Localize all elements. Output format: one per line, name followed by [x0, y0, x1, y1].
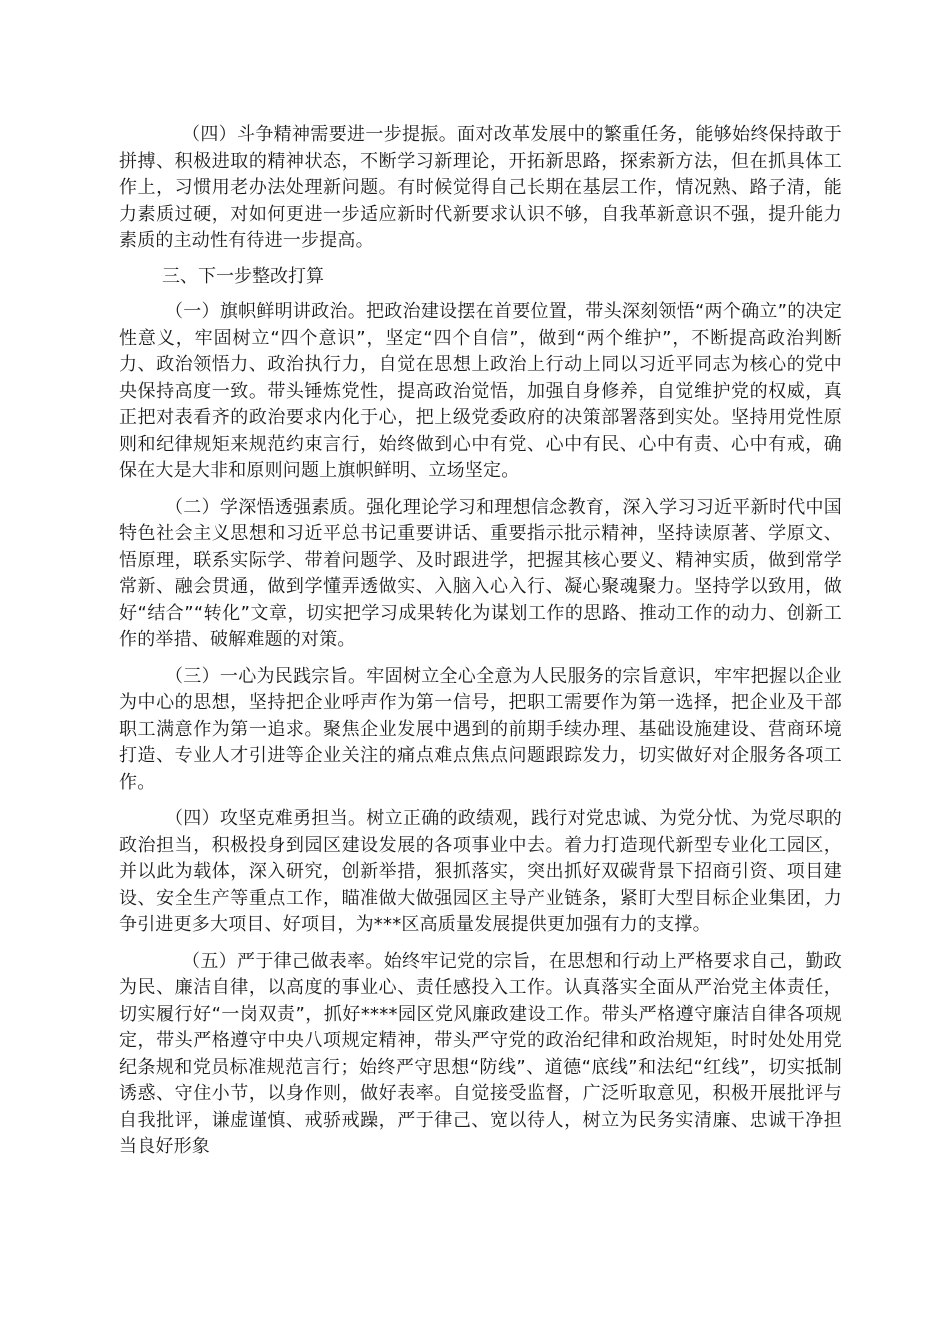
- spacer: [119, 290, 842, 299]
- spacer: [119, 255, 842, 264]
- paragraph-measure-responsibility: （四）攻坚克难勇担当。树立正确的政绩观，践行对党忠诚、为党分忧、为党尽职的政治担当，积极投身到园区建设发展的各项事业中去。着力打造现代新型专业化工园区，并以此为载体，深入研究，创新举措，狠抓落实，突出抓好双碳背景下招商引资、项目建设、安全生产等重点工作，瞄准做大做强园区主导产业链条，紧盯大型目标企业集团，力争引进更多大项目、好项目，为***区高质量发展提供更加强有力的支撑。: [119, 808, 842, 935]
- spacer: [119, 939, 842, 949]
- paragraph-measure-serve-people: （三）一心为民践宗旨。牢固树立全心全意为人民服务的宗旨意识，牢牢把握以企业为中心的思想，坚持把企业呼声作为第一信号，把职工需要作为第一选择，把企业及干部职工满意作为第一追求。聚焦企业发展中遇到的前期手续办理、基础设施建设、营商环境打造、专业人才引进等企业关注的痛点难点焦点问题跟踪发力，切实做好对企服务各项工作。: [119, 665, 842, 793]
- paragraph-struggle-spirit: （四）斗争精神需要进一步提振。面对改革发展中的繁重任务，能够始终保持敢于拼搏、积极进取的精神状态，不断学习新理论，开拓新思路，探索新方法，但在抓具体工作上，习惯用老办法处理新问题。有时候觉得自己长期在基层工作，情况熟、路子清，能力素质过硬，对如何更进一步适应新时代新要求认识不够，自我革新意识不强，提升能力素质的主动性有待进一步提高。: [119, 124, 842, 251]
- paragraph-measure-self-discipline: （五）严于律己做表率。始终牢记党的宗旨，在思想和行动上严格要求自己，勤政为民、廉洁自律，以高度的事业心、责任感投入工作。认真落实全面从严治党主体责任，切实履行好“一岗双责”，抓好****园区党风廉政建设工作。带头严格遵守廉洁自律各项规定，带头严格遵守中央八项规定精神，带头严守党的政治纪律和政治规矩，时时处处用党纪条规和党员标准规范言行；始终严守思想“防线”、道德“底线”和法纪“红线”，切实抵制诱惑、守住小节，以身作则，做好表率。自觉接受监督，广泛听取意见，积极开展批评与自我批评，谦虚谨慎、戒骄戒躁，严于律己、宽以待人，树立为民务实清廉、忠诚干净担当良好形象: [119, 950, 842, 1157]
- spacer: [119, 796, 842, 806]
- section-heading-rectification-plan: 三、下一步整改打算: [162, 265, 324, 287]
- paragraph-measure-study: （二）学深悟透强素质。强化理论学习和理想信念教育，深入学习习近平新时代中国特色社会主义思想和习近平总书记重要讲话、重要指示批示精神，坚持读原著、学原文、悟原理，联系实际学、带着问题学、及时跟进学，把握其核心要义、精神实质，做到常学常新、融会贯通，做到学懂弄透做实、入脑入心入行、凝心聚魂聚力。坚持学以致用，做好“结合”“转化”文章，切实把学习成果转化为谋划工作的思路、推动工作的动力、创新工作的举措、破解难题的对策。: [119, 496, 842, 650]
- spacer: [119, 485, 842, 495]
- spacer: [119, 654, 842, 664]
- document-body: [119, 122, 842, 1161]
- paragraph-measure-politics: （一）旗帜鲜明讲政治。把政治建设摆在首要位置，带头深刻领悟“两个确立”的决定性意义，牢固树立“四个意识”，坚定“四个自信”，做到“两个维护”，不断提高政治判断力、政治领悟力、政治执行力，自觉在思想上政治上行动上同以习近平同志为核心的党中央保持高度一致。带头锤炼党性，提高政治觉悟，加强自身修养，自觉维护党的权威，真正把对表看齐的政治要求内化于心，把上级党委政府的决策部署落到实处。坚持用党性原则和纪律规矩来规范约束言行，始终做到心中有党、心中有民、心中有责、心中有戒，确保在大是大非和原则问题上旗帜鲜明、立场坚定。: [119, 301, 842, 481]
